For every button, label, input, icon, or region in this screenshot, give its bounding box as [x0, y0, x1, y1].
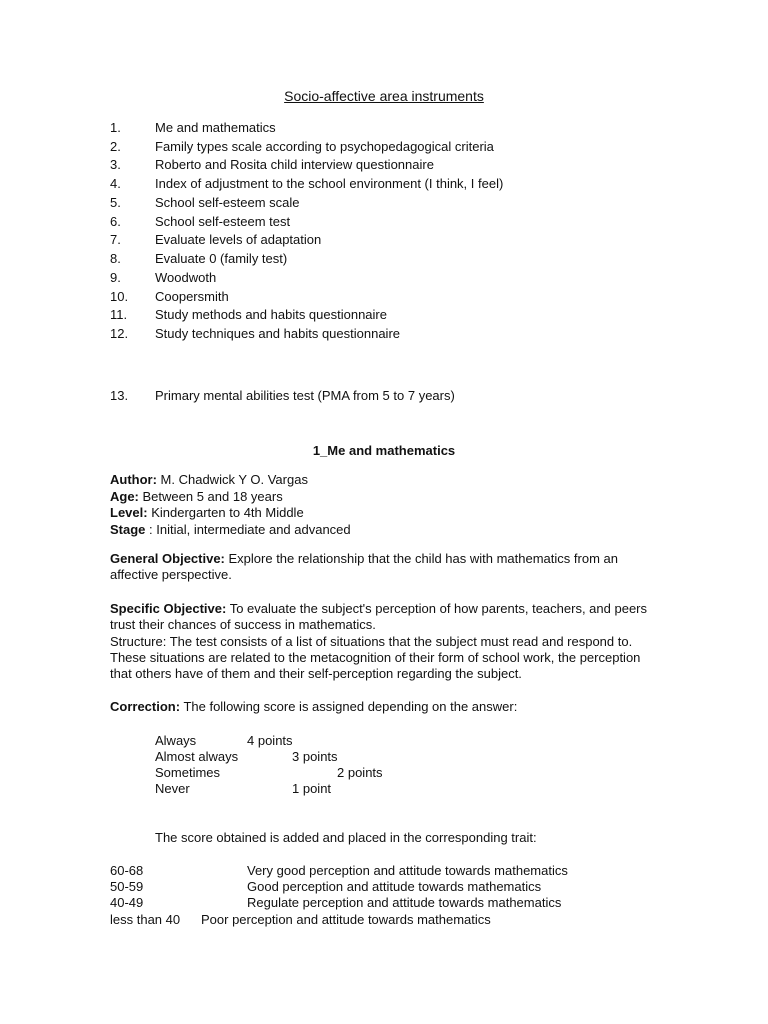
score-answer: Sometimes — [155, 765, 221, 780]
list-item-number: 8. — [110, 251, 121, 266]
list-item-text: Study techniques and habits questionnaire — [155, 326, 401, 341]
level-label: Level: — [110, 505, 148, 520]
list-item-text: School self-esteem scale — [155, 195, 300, 210]
list-item-text: Study methods and habits questionnaire — [155, 307, 387, 322]
correction-label: Correction: — [110, 699, 181, 714]
age-line — [110, 489, 283, 505]
score-answer: Almost always — [155, 749, 239, 764]
structure-paragraph: Structure: The test consists of a list of situations that the subject must read and respond to. These situations are related to the metacognition of their form of school work, the perception that others have of them and their self-perception regarding the subject. — [110, 634, 641, 681]
trait-description: Good perception and attitude towards mathematics — [247, 879, 542, 894]
list-item-text: Primary mental abilities test (PMA from 5 to 7 years) — [155, 388, 455, 403]
list-item-number: 4. — [110, 176, 121, 191]
list-item-text: Evaluate 0 (family test) — [155, 251, 288, 266]
list-item-number: 9. — [110, 270, 121, 285]
list-item-number: 1. — [110, 120, 121, 135]
list-item-text: Woodwoth — [155, 270, 217, 285]
list-item-number: 10. — [110, 289, 129, 304]
list-item-number: 7. — [110, 232, 121, 247]
trait-description: Poor perception and attitude towards mathematics — [201, 912, 491, 927]
list-item-text: Family types scale according to psychopedagogical criteria — [155, 139, 494, 154]
list-item-text: Roberto and Rosita child interview questionnaire — [155, 157, 434, 172]
specific-objective-paragraph — [110, 601, 660, 633]
trait-description: Very good perception and attitude towards mathematics — [247, 863, 568, 878]
score-answer: Never — [155, 781, 190, 796]
correction-text: The following score is assigned depending on the answer: — [180, 699, 518, 714]
level-line — [110, 505, 304, 521]
list-item-number: 6. — [110, 214, 121, 229]
trait-range: less than 40 — [110, 912, 181, 927]
score-points: 2 points — [337, 765, 383, 780]
trait-range: 60-68 — [110, 863, 144, 878]
list-item-text: Coopersmith — [155, 289, 229, 304]
list-item-number: 3. — [110, 157, 121, 172]
level-value: Kindergarten to 4th Middle — [147, 505, 304, 520]
author-line — [110, 472, 308, 488]
score-points: 1 point — [292, 781, 332, 796]
general-objective-paragraph — [110, 551, 660, 583]
trait-range: 40-49 — [110, 895, 144, 910]
list-item-number: 11. — [110, 307, 128, 322]
section-heading: 1_Me and mathematics — [312, 443, 456, 458]
list-item-text: School self-esteem test — [155, 214, 291, 229]
general-objective-text: Explore the relationship that the child has with mathematics from an affective perspective. — [110, 551, 618, 582]
specific-objective-text: To evaluate the subject's perception of how parents, teachers, and peers trust their chances of success in mathematics. — [110, 601, 647, 632]
score-points: 3 points — [292, 749, 338, 764]
trait-range: 50-59 — [110, 879, 144, 894]
list-item-number: 12. — [110, 326, 129, 341]
list-item-number: 5. — [110, 195, 121, 210]
author-label: Author: — [110, 472, 157, 487]
list-item-text: Me and mathematics — [155, 120, 276, 135]
document-title: Socio-affective area instruments — [284, 88, 484, 104]
score-answer: Always — [155, 733, 197, 748]
general-objective-label: General Objective: — [110, 551, 225, 566]
age-value: Between 5 and 18 years — [138, 489, 283, 504]
score-points: 4 points — [247, 733, 293, 748]
specific-objective-label: Specific Objective: — [110, 601, 227, 616]
age-label: Age: — [110, 489, 139, 504]
list-item-number: 13. — [110, 388, 129, 403]
stage-label: Stage — [110, 522, 146, 537]
author-value: M. Chadwick Y O. Vargas — [156, 472, 308, 487]
trait-description: Regulate perception and attitude towards mathematics — [247, 895, 562, 910]
stage-value: : Initial, intermediate and advanced — [145, 522, 351, 537]
list-item-text: Index of adjustment to the school environment (I think, I feel) — [155, 176, 504, 191]
correction-paragraph — [110, 699, 660, 715]
list-item-number: 2. — [110, 139, 121, 154]
stage-line — [110, 522, 351, 538]
score-note: The score obtained is added and placed in the corresponding trait: — [155, 830, 537, 845]
list-item-text: Evaluate levels of adaptation — [155, 232, 322, 247]
